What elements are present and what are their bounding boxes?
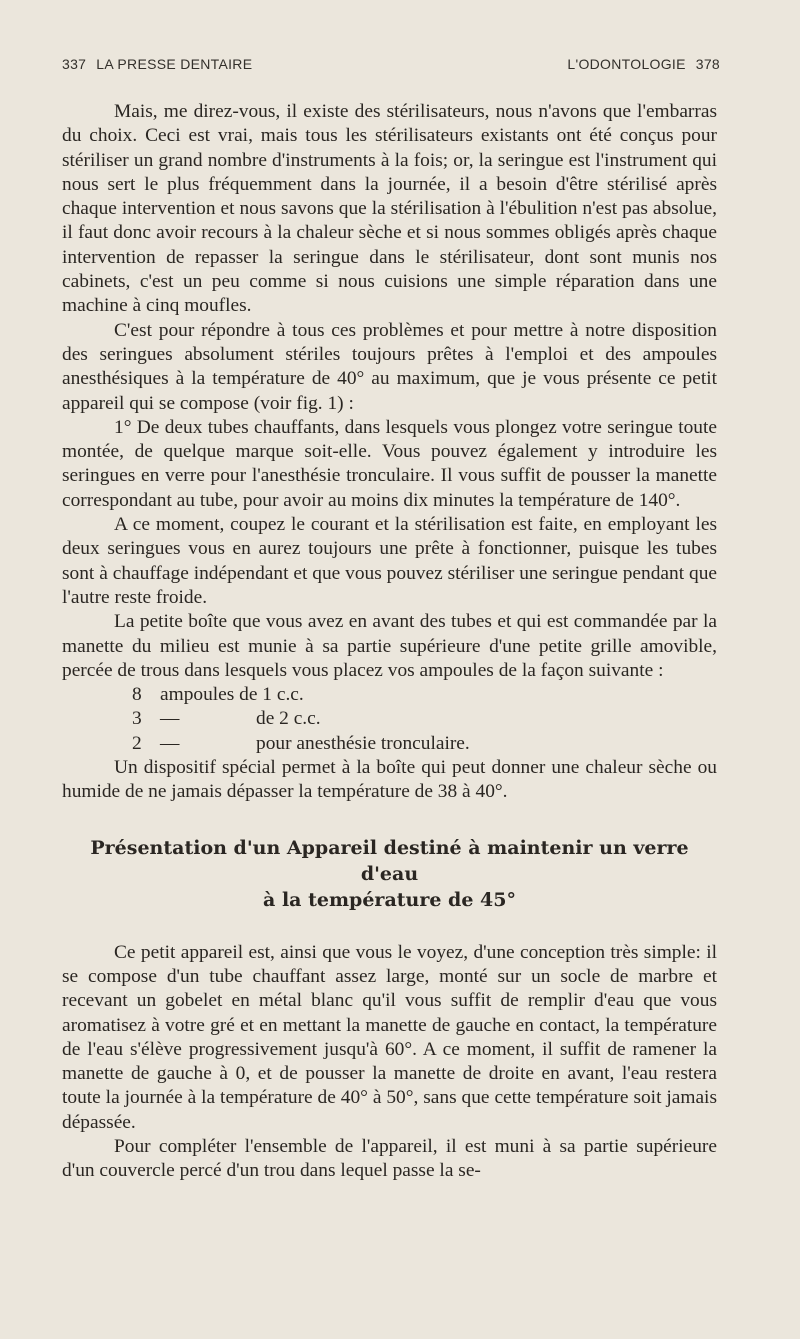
list-item [62,707,717,731]
header-left [62,56,252,72]
paragraph: La petite boîte que vous avez en avant des tubes et qui est commandée par la manette du milieu est munie à sa partie supérieure d'une petite grille amovible, percée de trous dans lesquels vous placez vos ampoules de la façon suivante : [62,611,717,681]
section-heading [62,835,717,913]
heading-line: à la température de 45° [263,888,516,911]
paragraph: A ce moment, coupez le courant et la stérilisation est faite, en employant les deux seringues vous en aurez toujours une prête à fonctionner, puisque les tubes sont à chauffage indépendant et que vous pouvez stériliser une seringue pendant que l'autre reste froide. [62,514,717,608]
list-desc: de 2 c.c. [256,708,321,730]
list-item [62,732,717,756]
list-unit: ampoules de 1 c.c. [160,684,304,706]
ampoule-list [62,683,717,756]
list-qty: 2 [132,732,142,754]
article-body [62,100,717,1184]
paragraph: Ce petit appareil est, ainsi que vous le voyez, d'une conception très simple: il se compose d'un tube chauffant assez large, monté sur un socle de marbre et recevant un gobelet en métal blanc qu'il vous suffit de remplir d'eau que vous aromatisez à votre gré et en mettant la manette de gauche en contact, la température de l'eau s'élève progressivement jusqu'à 60°. A ce moment, il suffit de ramener la manette de gauche à 0, et de pousser la manette de droite en avant, l'eau restera toute la journée à la température de 40° à 50°, sans que cette température soit jamais dépassée. [62,941,717,1133]
left-page-number: 337 [62,56,87,72]
right-page-number: 378 [695,56,720,72]
list-qty: 3 [132,708,142,730]
paragraph: Un dispositif spécial permet à la boîte qui peut donner une chaleur sèche ou humide de ne jamais dépasser la température de 38 à 40°. [62,757,717,803]
right-journal-title: L'ODONTOLOGIE [567,56,686,72]
header-right [567,56,720,72]
list-unit: — [160,708,180,730]
list-unit: — [160,732,180,754]
paragraph: Mais, me direz-vous, il existe des stérilisateurs, nous n'avons que l'embarras du choix. Ceci est vrai, mais tous les stérilisateurs existants ont été conçus pour stériliser un grand nombre d'instruments à la fois; or, la seringue est l'instrument qui nous sert le plus fréquemment dans la journée, il a besoin d'être stérilisé après chaque intervention et nous savons que la stérilisation à l'ébulition n'est pas absolue, il faut donc avoir recours à la chaleur sèche et si nous sommes obligés après chaque intervention de repasser la seringue dans le stérilisateur, dont sont munis nos cabinets, c'est un peu comme si nous cuisions une simple réparation dans une machine à cinq moufles. [62,101,717,317]
list-desc: pour anesthésie tronculaire. [256,732,470,754]
heading-line: Présentation d'un Appareil destiné à maintenir un verre d'eau [90,836,689,885]
left-journal-title: LA PRESSE DENTAIRE [96,56,253,72]
list-item [62,683,717,707]
paragraph: Pour compléter l'ensemble de l'appareil, il est muni à sa partie supérieure d'un couvercle percé d'un trou dans lequel passe la se- [62,1135,717,1182]
list-qty: 8 [132,684,142,706]
paragraph: C'est pour répondre à tous ces problèmes et pour mettre à notre disposition des seringues absolument stériles toujours prêtes à l'emploi et des ampoules anesthésiques à la température de 40° au maximum, que je vous présente ce petit appareil qui se compose (voir fig. 1) : [62,319,717,414]
paragraph: 1° De deux tubes chauffants, dans lesquels vous plongez votre seringue toute montée, de quelque marque soit-elle. Vous pouvez également y introduire les seringues en verre pour l'anesthésie tronculaire. Il vous suffit de pousser la manette correspondant au tube, pour avoir au moins dix minutes la température de 140°. [62,416,717,511]
